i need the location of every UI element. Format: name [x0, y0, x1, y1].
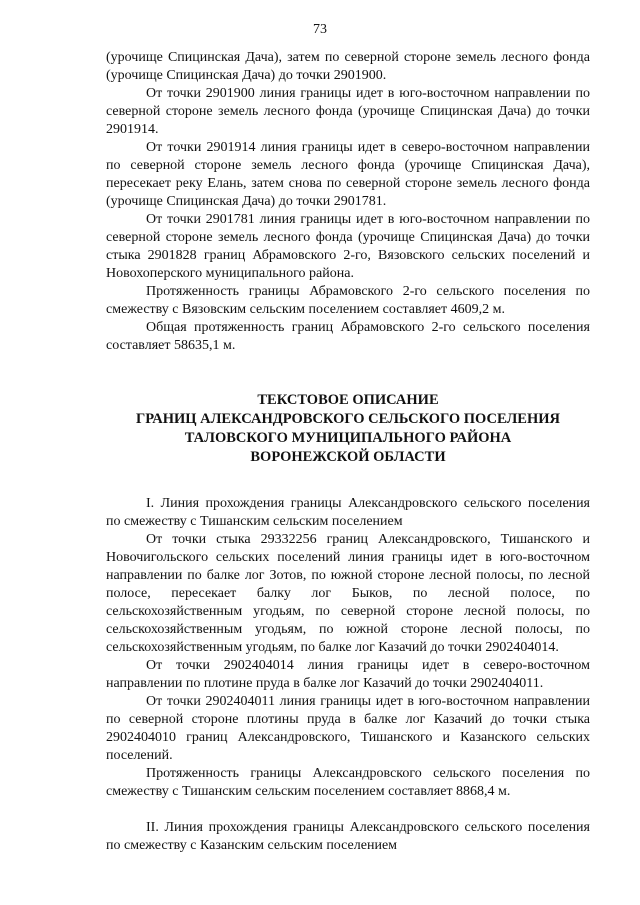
paragraph: От точки 2901900 линия границы идет в юго-восточном направлении по северной стороне земель лесного фонда (урочище Спицинская Дача) до точки 2901914. [106, 86, 590, 137]
section-2 [106, 819, 590, 855]
heading-line: ТЕКСТОВОЕ ОПИСАНИЕ [257, 392, 439, 408]
section-heading [106, 391, 590, 467]
paragraph: От точки 2901914 линия границы идет в северо-восточном направлении по северной стороне земель лесного фонда (урочище Спицинская Дача), пересекает реку Елань, затем снова по северной стороне земель лесного фонда (урочище Спицинская Дача) до точки 2901781. [106, 140, 590, 209]
heading-line: ВОРОНЕЖСКОЙ ОБЛАСТИ [250, 449, 446, 465]
paragraph: II. Линия прохождения границы Александровского сельского поселения по смежеству с Казанским сельским поселением [106, 820, 590, 853]
heading-line: ГРАНИЦ АЛЕКСАНДРОВСКОГО СЕЛЬСКОГО ПОСЕЛЕНИЯ [136, 411, 560, 427]
paragraph: (урочище Спицинская Дача), затем по северной стороне земель лесного фонда (урочище Спицинская Дача) до точки 2901900. [106, 50, 590, 83]
paragraph: От точки 2902404011 линия границы идет в юго-восточном направлении по северной стороне плотины пруда в балке лог Казачий до точки стыка 2902404010 границ Александровского, Тишанского и Казанского сельских поселений. [106, 694, 590, 763]
paragraph: От точки 2901781 линия границы идет в юго-восточном направлении по северной стороне земель лесного фонда (урочище Спицинская Дача) до точки стыка 2901828 границ Абрамовского 2-го, Вязовского сельских поселений и Новохоперского муниципального района. [106, 212, 590, 281]
paragraph: Протяженность границы Абрамовского 2-го сельского поселения по смежеству с Вязовским сельским поселением составляет 4609,2 м. [106, 284, 590, 317]
paragraph: Общая протяженность границ Абрамовского 2-го сельского поселения составляет 58635,1 м. [106, 320, 590, 353]
paragraph: От точки 2902404014 линия границы идет в северо-восточном направлении по плотине пруда в балке лог Казачий до точки 2902404011. [106, 658, 590, 691]
page-number: 73 [313, 22, 327, 37]
spacer [106, 801, 590, 819]
paragraph: От точки стыка 29332256 границ Александровского, Тишанского и Новочигольского сельских поселений линия границы идет в юго-восточном направлении по балке лог Зотов, по южной стороне лесной полосы, по лесной полосе, пересекает балку лог Быков, по лесной полосе, по сельскохозяйственным угодьям, по северной стороне лесной полосы, по сельскохозяйственным угодьям, по южной стороне лесной полосы, по сельскохозяйственным угодьям, по балке лог Казачий до точки 2902404014. [106, 532, 590, 655]
section-1 [106, 495, 590, 801]
heading-line: ТАЛОВСКОГО МУНИЦИПАЛЬНОГО РАЙОНА [184, 430, 512, 446]
document-body [106, 49, 590, 855]
section-top [106, 49, 590, 355]
paragraph: Протяженность границы Александровского сельского поселения по смежеству с Тишанским сельским поселением составляет 8868,4 м. [106, 766, 590, 799]
paragraph: I. Линия прохождения границы Александровского сельского поселения по смежеству с Тишанским сельским поселением [106, 496, 590, 529]
